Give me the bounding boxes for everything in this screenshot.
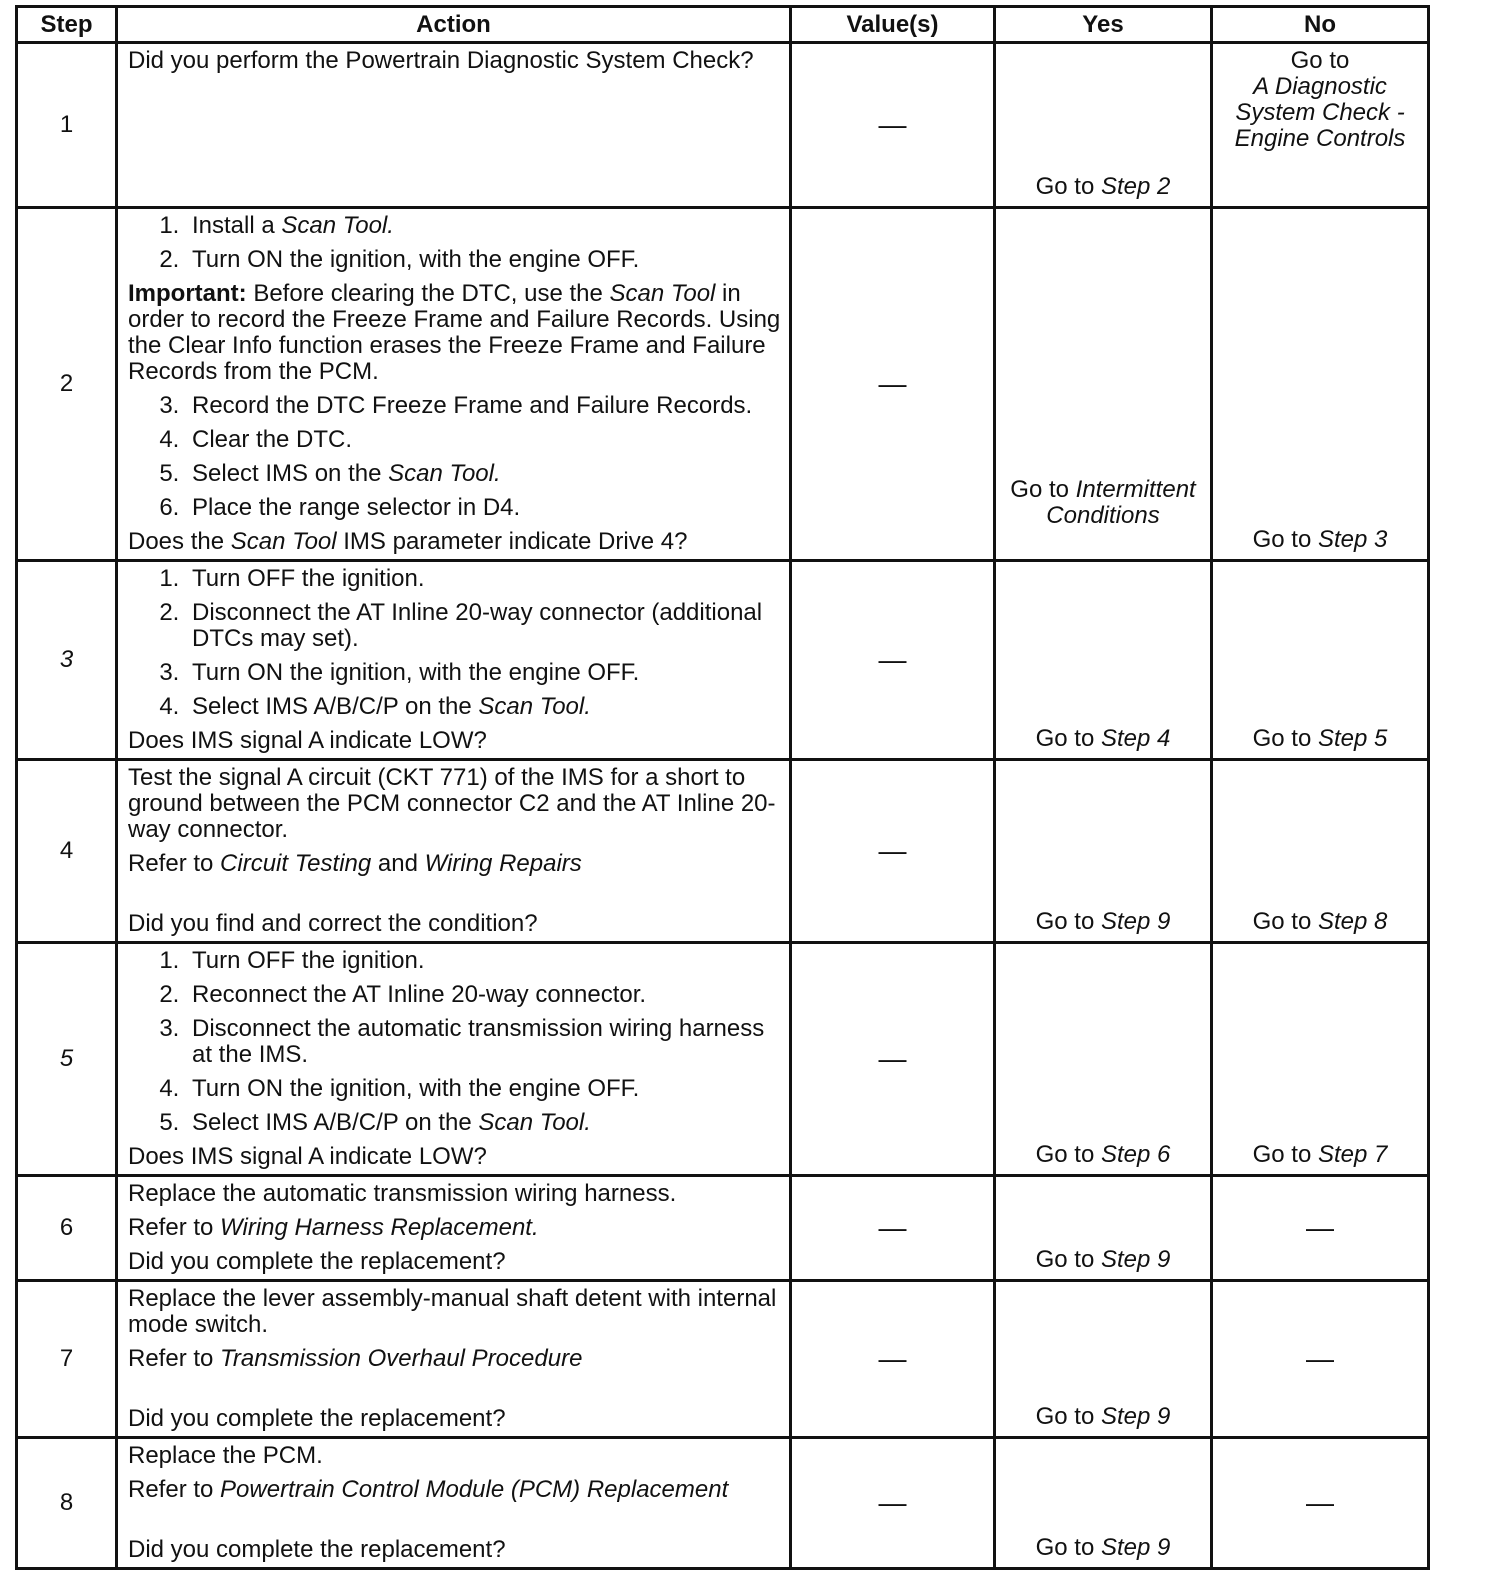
no-link[interactable]: A Diagnostic System Check - Engine Controls	[1234, 73, 1406, 152]
action-cell	[117, 1176, 791, 1281]
header-yes: Yes	[995, 7, 1212, 43]
yes-cell: Go to Step 9	[995, 1176, 1212, 1281]
scan-tool-ref: Scan Tool.	[281, 212, 394, 239]
refer-line: Refer to Circuit Testing and Wiring Repairs	[128, 850, 582, 877]
table-row	[17, 1281, 1429, 1438]
question: Did you complete the replacement?	[128, 1248, 506, 1275]
header-step: Step	[17, 7, 117, 43]
action-text: Replace the automatic transmission wiring harness.	[128, 1180, 677, 1207]
no-link[interactable]: Step 5	[1317, 725, 1388, 752]
action-item: 2. Disconnect the AT Inline 20-way connector (additional DTCs may set).	[186, 600, 781, 652]
action-cell	[117, 1281, 791, 1438]
no-link[interactable]: Step 3	[1317, 526, 1388, 553]
no-cell: Go to Step 8	[1212, 760, 1429, 943]
refer-line: Refer to Powertrain Control Module (PCM) Replacement	[128, 1476, 729, 1503]
yes-cell: Go to Step 6	[995, 943, 1212, 1176]
yes-cell: Go to Step 9	[995, 760, 1212, 943]
step-number: 2	[17, 208, 117, 561]
table-row	[17, 760, 1429, 943]
value-cell: —	[791, 943, 995, 1176]
step-number: 4	[17, 760, 117, 943]
no-link[interactable]: Step 8	[1317, 908, 1388, 935]
step-number: 6	[17, 1176, 117, 1281]
action-item: 1. Turn OFF the ignition.	[186, 566, 781, 592]
yes-cell: Go to Step 4	[995, 561, 1212, 760]
value-cell: —	[791, 1176, 995, 1281]
goto-text: Go to	[1290, 47, 1350, 74]
question: Does IMS signal A indicate LOW?	[128, 1143, 487, 1170]
no-cell: —	[1212, 1438, 1429, 1569]
question: Does the Scan Tool IMS parameter indicate Drive 4?	[128, 528, 688, 555]
value-cell: —	[791, 208, 995, 561]
action-cell	[117, 943, 791, 1176]
action-item: 6. Place the range selector in D4.	[186, 495, 781, 521]
yes-cell	[995, 43, 1212, 208]
yes-cell: Go to Step 9	[995, 1281, 1212, 1438]
step-number: 5	[17, 943, 117, 1176]
ref-link[interactable]: Powertrain Control Module (PCM) Replacement	[220, 1476, 729, 1503]
table-row	[17, 208, 1429, 561]
action-text: Test the signal A circuit (CKT 771) of the IMS for a short to ground between the PCM connector C2 and the AT Inline 20-way connector.	[128, 764, 776, 843]
table-row	[17, 943, 1429, 1176]
no-cell: Go to Step 7	[1212, 943, 1429, 1176]
action-item: 5. Select IMS A/B/C/P on the Scan Tool.	[186, 1110, 781, 1136]
goto-text: Go to	[1035, 173, 1095, 200]
action-item: 4. Clear the DTC.	[186, 427, 781, 453]
table-row	[17, 561, 1429, 760]
value-cell: —	[791, 43, 995, 208]
action-cell	[117, 1438, 791, 1569]
important-label: Important:	[128, 280, 247, 307]
ref-link[interactable]: Circuit Testing	[220, 850, 372, 877]
table-row	[17, 1438, 1429, 1569]
yes-link[interactable]: Step 6	[1100, 1141, 1171, 1168]
ref-link[interactable]: Transmission Overhaul Procedure	[220, 1345, 583, 1372]
action-item: 1. Install a Scan Tool.	[186, 213, 781, 239]
action-item: 2. Reconnect the AT Inline 20-way connector.	[186, 982, 781, 1008]
yes-cell: Go to Step 9	[995, 1438, 1212, 1569]
action-item: 4. Select IMS A/B/C/P on the Scan Tool.	[186, 694, 781, 720]
step-number: 3	[17, 561, 117, 760]
action-item: 3. Turn ON the ignition, with the engine OFF.	[186, 660, 781, 686]
header-no: No	[1212, 7, 1429, 43]
question: Did you perform the Powertrain Diagnostic System Check?	[128, 47, 754, 74]
value-cell: —	[791, 1438, 995, 1569]
header-action: Action	[117, 7, 791, 43]
refer-line: Refer to Transmission Overhaul Procedure	[128, 1345, 583, 1372]
important-note: Important: Before clearing the DTC, use the Scan Tool in order to record the Freeze Frame and Failure Records. Using the Clear Info function erases the Freeze Frame and Failure Records from the PCM.	[128, 280, 781, 385]
action-cell	[117, 43, 791, 208]
ref-link[interactable]: Wiring Harness Replacement.	[220, 1214, 539, 1241]
yes-link[interactable]: Step 9	[1100, 1403, 1171, 1430]
yes-link[interactable]: Step 4	[1100, 725, 1171, 752]
no-cell: Go to Step 5	[1212, 561, 1429, 760]
header-values: Value(s)	[791, 7, 995, 43]
action-item: 1. Turn OFF the ignition.	[186, 948, 781, 974]
table-row	[17, 43, 1429, 208]
action-cell	[117, 760, 791, 943]
value-cell: —	[791, 760, 995, 943]
step-number: 8	[17, 1438, 117, 1569]
yes-link[interactable]: Step 9	[1100, 1246, 1171, 1273]
no-cell: Go to Step 3	[1212, 208, 1429, 561]
question: Did you find and correct the condition?	[128, 910, 538, 937]
yes-cell: Go to Intermittent Conditions	[995, 208, 1212, 561]
question: Did you complete the replacement?	[128, 1536, 506, 1563]
action-item: 3. Disconnect the automatic transmission wiring harness at the IMS.	[186, 1016, 781, 1068]
no-cell: —	[1212, 1176, 1429, 1281]
no-link[interactable]: Step 7	[1317, 1141, 1388, 1168]
step-number: 1	[17, 43, 117, 208]
yes-link[interactable]: Step 9	[1100, 1534, 1171, 1561]
question: Does IMS signal A indicate LOW?	[128, 727, 487, 754]
action-item: 5. Select IMS on the Scan Tool.	[186, 461, 781, 487]
header-row	[17, 7, 1429, 43]
value-cell: —	[791, 561, 995, 760]
action-item: 2. Turn ON the ignition, with the engine OFF.	[186, 247, 781, 273]
yes-link[interactable]: Intermittent Conditions	[1046, 476, 1196, 529]
action-text: Replace the lever assembly-manual shaft detent with internal mode switch.	[128, 1285, 777, 1338]
question: Did you complete the replacement?	[128, 1405, 506, 1432]
value-cell: —	[791, 1281, 995, 1438]
no-cell	[1212, 43, 1429, 208]
action-cell	[117, 208, 791, 561]
refer-line: Refer to Wiring Harness Replacement.	[128, 1214, 539, 1241]
action-item: 4. Turn ON the ignition, with the engine OFF.	[186, 1076, 781, 1102]
table-row	[17, 1176, 1429, 1281]
action-cell	[117, 561, 791, 760]
action-text: Replace the PCM.	[128, 1442, 323, 1469]
action-item: 3. Record the DTC Freeze Frame and Failure Records.	[186, 393, 781, 419]
yes-link[interactable]: Step 9	[1100, 908, 1171, 935]
no-cell: —	[1212, 1281, 1429, 1438]
yes-link[interactable]: Step 2	[1100, 173, 1171, 200]
ref-link[interactable]: Wiring Repairs	[424, 850, 582, 877]
step-number: 7	[17, 1281, 117, 1438]
diagnostic-table	[15, 5, 1430, 1570]
